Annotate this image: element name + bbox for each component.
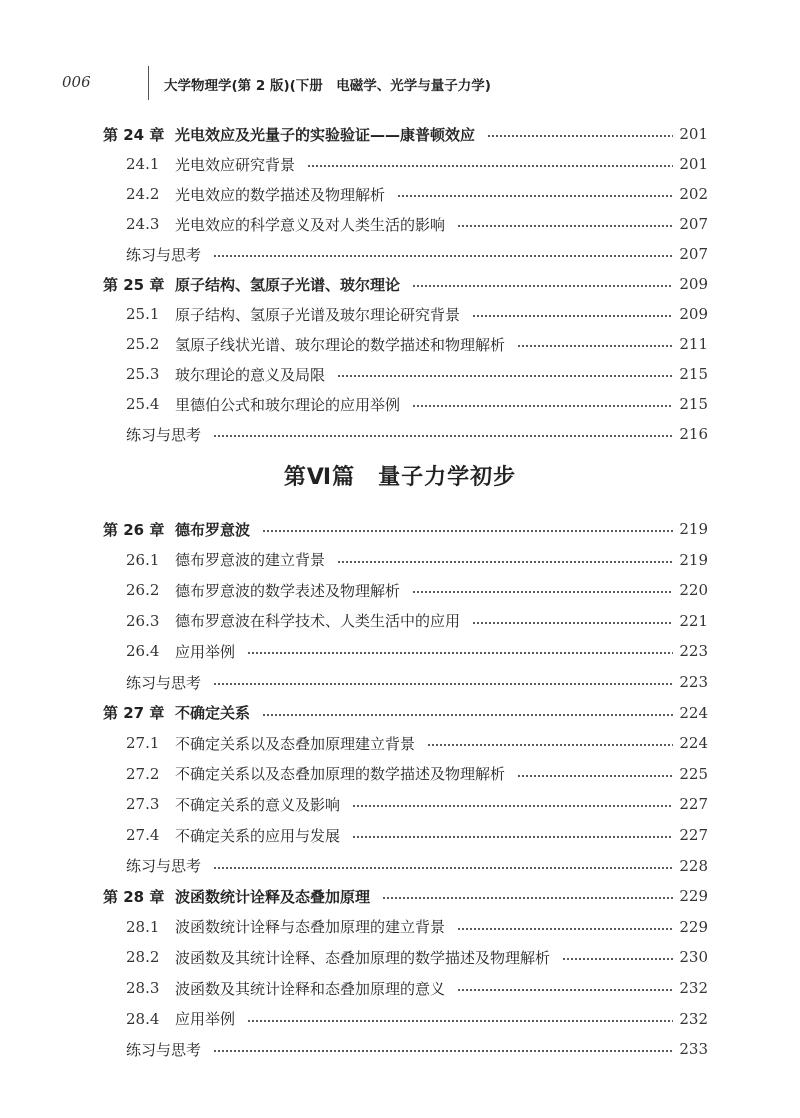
toc-chapter-row[interactable] <box>103 272 708 296</box>
toc-entry-number: 24.1 <box>126 155 160 173</box>
toc-entry-number: 24.3 <box>126 215 160 233</box>
toc-entry-page: 216 <box>679 425 708 443</box>
dot-leader <box>213 435 673 437</box>
toc-exercise-row[interactable] <box>126 422 708 446</box>
dot-leader <box>352 836 673 838</box>
toc-entry-title: 波函数及其统计诠释和态叠加原理的意义 <box>175 979 446 998</box>
dot-leader <box>457 989 673 991</box>
toc-entry-title: 德布罗意波的建立背景 <box>175 551 326 570</box>
dot-leader <box>262 714 673 716</box>
book-title: 大学物理学(第 2 版)(下册 电磁学、光学与量子力学) <box>164 78 491 94</box>
dot-leader <box>213 867 673 869</box>
dot-leader <box>517 345 673 347</box>
toc-entry-page: 209 <box>679 305 708 323</box>
dot-leader <box>247 1020 673 1022</box>
toc-entry-number: 26.4 <box>126 642 160 661</box>
toc-entry-title: 光电效应及光量子的实验验证——康普顿效应 <box>175 125 476 144</box>
toc-entry-number: 28.4 <box>126 1009 160 1028</box>
toc-section-row[interactable] <box>126 639 708 663</box>
toc-entry-page: 220 <box>679 581 708 600</box>
toc-entry-page: 219 <box>679 550 708 569</box>
toc-entry-page: 224 <box>679 703 708 722</box>
toc-entry-number: 27.1 <box>126 734 160 753</box>
toc-entry-page: 229 <box>679 917 708 936</box>
dot-leader <box>337 375 673 377</box>
dot-leader <box>397 195 673 197</box>
toc-entry-page: 233 <box>679 1040 708 1059</box>
toc-section-row[interactable] <box>126 792 708 816</box>
toc-chapter-row[interactable] <box>103 701 708 725</box>
toc-entry-page: 211 <box>679 335 708 353</box>
toc-entry-number: 第 25 章 <box>103 275 165 294</box>
toc-section-row[interactable] <box>126 332 708 356</box>
dot-leader <box>517 775 673 777</box>
toc-entry-page: 230 <box>679 948 708 967</box>
dot-leader <box>457 225 673 227</box>
toc-entry-page: 221 <box>679 611 708 630</box>
toc-entry-page: 207 <box>679 215 708 233</box>
toc-entry-number: 28.2 <box>126 948 160 967</box>
dot-leader <box>213 1050 673 1052</box>
toc-entry-number: 27.4 <box>126 826 160 844</box>
toc-entry-title: 里德伯公式和玻尔理论的应用举例 <box>175 395 401 414</box>
toc-entry-title: 原子结构、氢原子光谱及玻尔理论研究背景 <box>175 305 461 324</box>
toc-section-row[interactable] <box>126 945 708 969</box>
toc-entry-title: 波函数统计诠释与态叠加原理的建立背景 <box>175 918 446 937</box>
toc-entry-title: 练习与思考 <box>126 1040 202 1059</box>
toc-entry-title: 不确定关系 <box>175 704 251 723</box>
dot-leader <box>427 744 673 746</box>
dot-leader <box>412 591 673 593</box>
toc-section-row[interactable] <box>126 915 708 939</box>
toc-entry-number: 25.4 <box>126 395 160 413</box>
toc-entry-number: 第 28 章 <box>103 887 165 906</box>
dot-leader <box>262 530 673 532</box>
toc-entry-page: 219 <box>679 520 708 538</box>
toc-entry-title: 氢原子线状光谱、玻尔理论的数学描述和物理解析 <box>175 335 506 354</box>
toc-entry-title: 不确定关系的意义及影响 <box>175 795 341 814</box>
toc-entry-page: 202 <box>679 185 708 203</box>
toc-chapter-row[interactable] <box>103 884 708 908</box>
dot-leader <box>213 255 673 257</box>
dot-leader <box>472 315 673 317</box>
page-number: 006 <box>62 73 91 91</box>
toc-entry-number: 27.2 <box>126 764 160 783</box>
toc-entry-number: 26.1 <box>126 550 160 569</box>
toc-entry-page: 201 <box>679 155 708 173</box>
toc-section-row[interactable] <box>126 578 708 602</box>
toc-entry-title: 德布罗意波在科学技术、人类生活中的应用 <box>175 612 461 631</box>
dot-leader <box>412 285 673 287</box>
dot-leader <box>352 805 673 807</box>
toc-entry-page: 223 <box>679 673 708 691</box>
toc-entry-number: 25.2 <box>126 335 160 353</box>
toc-entry-title: 不确定关系的应用与发展 <box>175 826 341 845</box>
toc-entry-title: 德布罗意波 <box>175 520 251 539</box>
toc-entry-title: 不确定关系以及态叠加原理建立背景 <box>175 734 416 753</box>
toc-entry-page: 232 <box>679 1009 708 1028</box>
toc-entry-page: 209 <box>679 275 708 293</box>
toc-entry-title: 光电效应研究背景 <box>175 155 296 174</box>
dot-leader <box>337 561 673 563</box>
toc-entry-title: 波函数及其统计诠释、态叠加原理的数学描述及物理解析 <box>175 948 551 967</box>
toc-entry-title: 光电效应的科学意义及对人类生活的影响 <box>175 215 446 234</box>
toc-entry-number: 26.3 <box>126 611 160 630</box>
header-divider <box>148 66 149 100</box>
dot-leader <box>412 405 673 407</box>
toc-entry-title: 玻尔理论的意义及局限 <box>175 365 326 384</box>
toc-section-row[interactable] <box>126 302 708 326</box>
toc-section-row[interactable] <box>126 152 708 176</box>
toc-entry-title: 应用举例 <box>175 642 236 661</box>
toc-entry-page: 215 <box>679 365 708 383</box>
dot-leader <box>457 928 673 930</box>
dot-leader <box>562 958 673 960</box>
toc-entry-number: 27.3 <box>126 795 160 814</box>
toc-entry-number: 第 26 章 <box>103 520 165 539</box>
toc-entry-page: 224 <box>679 734 708 753</box>
toc-entry-title: 波函数统计诠释及态叠加原理 <box>175 887 371 906</box>
toc-chapter-row[interactable] <box>103 122 708 146</box>
toc-entry-title: 不确定关系以及态叠加原理的数学描述及物理解析 <box>175 765 506 784</box>
toc-entry-number: 24.2 <box>126 185 160 203</box>
toc-exercise-row[interactable] <box>126 670 708 694</box>
toc-entry-title: 练习与思考 <box>126 245 202 264</box>
toc-entry-page: 207 <box>679 245 708 263</box>
toc-section-row[interactable] <box>126 731 708 755</box>
toc-exercise-row[interactable] <box>126 1037 708 1061</box>
toc-section-row[interactable] <box>126 609 708 633</box>
toc-section-row[interactable] <box>126 182 708 206</box>
toc-entry-number: 25.1 <box>126 305 160 323</box>
toc-entry-page: 228 <box>679 856 708 875</box>
toc-exercise-row[interactable] <box>126 854 708 878</box>
toc-entry-number: 26.2 <box>126 581 160 600</box>
toc-entry-page: 229 <box>679 887 708 906</box>
toc-entry-number: 25.3 <box>126 365 160 383</box>
toc-entry-page: 201 <box>679 125 708 143</box>
toc-entry-title: 应用举例 <box>175 1010 236 1029</box>
toc-section-row[interactable] <box>126 392 708 416</box>
toc-section-row[interactable] <box>126 362 708 386</box>
toc-entry-number: 第 27 章 <box>103 704 165 723</box>
toc-entry-title: 原子结构、氢原子光谱、玻尔理论 <box>175 275 401 294</box>
running-header <box>52 66 752 100</box>
toc-entry-page: 227 <box>679 795 708 814</box>
dot-leader <box>247 652 673 654</box>
toc-entry-page: 232 <box>679 979 708 997</box>
toc-entry-page: 227 <box>679 826 708 844</box>
toc-chapter-row[interactable] <box>103 517 708 541</box>
toc-entry-title: 光电效应的数学描述及物理解析 <box>175 185 386 204</box>
toc-section-row[interactable] <box>126 212 708 236</box>
toc-section-row[interactable] <box>126 1007 708 1031</box>
dot-leader <box>307 165 673 167</box>
dot-leader <box>487 135 673 137</box>
toc-section-row[interactable] <box>126 762 708 786</box>
toc-entry-page: 215 <box>679 395 708 413</box>
toc-exercise-row[interactable] <box>126 242 708 266</box>
toc-entry-title: 练习与思考 <box>126 673 202 692</box>
toc-entry-number: 第 24 章 <box>103 125 165 144</box>
toc-entry-number: 28.1 <box>126 917 160 936</box>
toc-section-row[interactable] <box>126 976 708 1000</box>
toc-entry-title: 德布罗意波的数学表述及物理解析 <box>175 581 401 600</box>
toc-entry-page: 223 <box>679 642 708 661</box>
dot-leader <box>472 622 673 624</box>
toc-entry-number: 28.3 <box>126 979 160 997</box>
toc-entry-title: 练习与思考 <box>126 425 202 444</box>
toc-entry-title: 练习与思考 <box>126 857 202 876</box>
part-heading: 第Ⅵ篇 量子力学初步 <box>283 465 517 490</box>
toc-entry-page: 225 <box>679 764 708 783</box>
dot-leader <box>382 897 673 899</box>
dot-leader <box>213 683 673 685</box>
toc-section-row[interactable] <box>126 823 708 847</box>
toc-section-row[interactable] <box>126 548 708 572</box>
